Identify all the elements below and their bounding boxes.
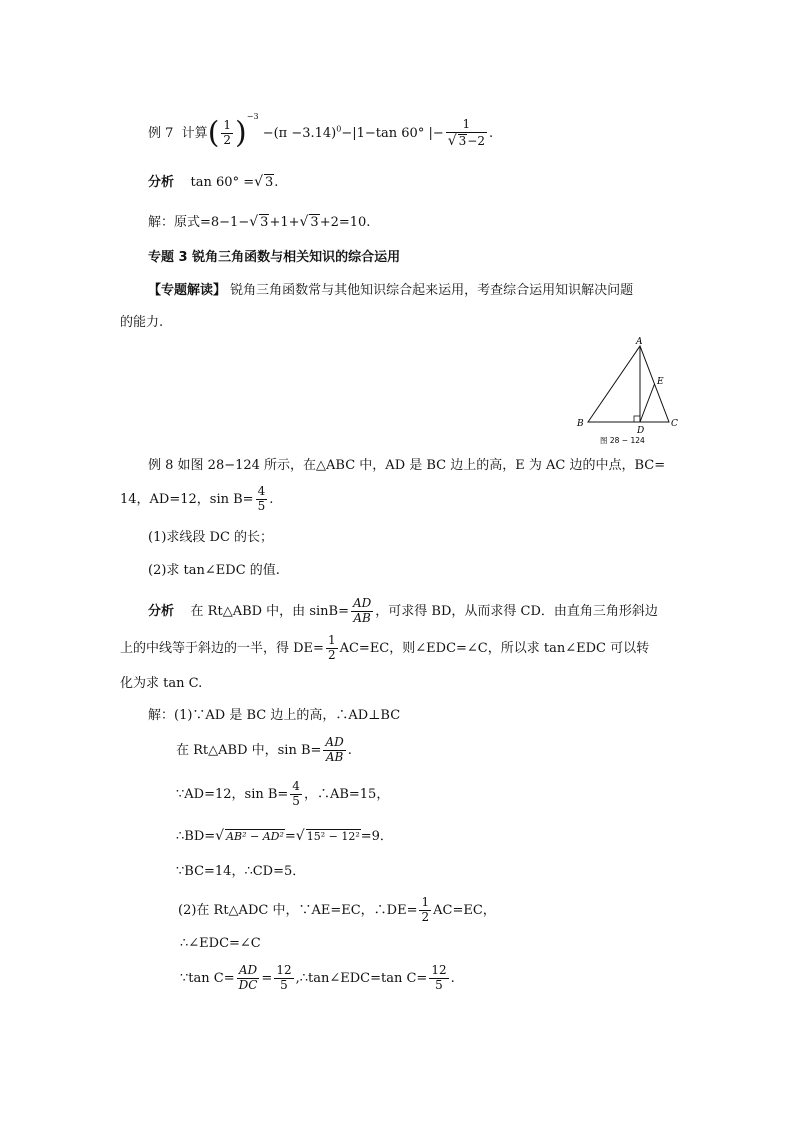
label-e: E	[657, 377, 664, 387]
topic-interpretation: 【专题解读】 锐角三角函数常与其他知识综合起来运用，考查综合运用知识解决问题	[148, 283, 634, 298]
analysis-8-line2: 上的中线等于斜边的一半，得 DE= $\frac{1}{2}$ AC=EC，则∠EDC=∠C，所以求 tan∠EDC 可以转	[120, 633, 650, 662]
example-8-line1: 例 8 如图 28−124 所示，在△ABC 中，AD 是 BC 边上的高，E 为 AC 边的中点，BC=	[148, 458, 666, 473]
topic-interpretation-cont: 的能力.	[120, 315, 164, 330]
solution-7: 解：原式=8−1−√ 3+1+√ 3+2=10.	[148, 214, 371, 230]
solution-8-line3: ∵AD=12，sin B= $\frac{4}{5}$ ，∴AB=15，	[176, 779, 390, 808]
label-b: B	[577, 419, 584, 429]
label-d: D	[637, 426, 645, 436]
topic-3-title: 专题 3 锐角三角函数与相关知识的综合运用	[148, 250, 401, 265]
question-1: (1)求线段 DC 的长；	[148, 530, 274, 545]
analysis-8-label: 分析	[148, 603, 175, 619]
expr-part1: −(π −3.14)	[262, 126, 337, 141]
right-angle-mark	[634, 416, 640, 422]
left-paren: (	[207, 115, 220, 151]
expr-part2: −|1−tan 60° |−	[341, 126, 444, 141]
median-de	[640, 384, 655, 422]
example-7-line: 例 7 计算( $\frac{1}{2}$ )$^{-3} -(\pi -3.14)^0-|1-\tan$ 60° |− $\frac{1}{√ 3-2}$ .	[148, 112, 494, 151]
half-fraction: $\frac{1}{2}$	[223, 118, 232, 147]
analysis-7: 分析 tan 60° =√ 3.	[148, 174, 279, 190]
sinb-fraction: $\frac{4}{5}$	[257, 484, 266, 513]
example-7-label: 例 7	[148, 126, 174, 141]
solution-8-line1: 解：(1)∵AD 是 BC 边上的高，∴AD⊥BC	[148, 708, 401, 723]
right-paren: )	[235, 115, 247, 151]
figure-caption: 图 28 − 124	[600, 436, 645, 444]
label-a: A	[636, 337, 643, 347]
interpretation-label: 【专题解读】	[148, 283, 227, 298]
half-fraction-2: $\frac{1}{2}$	[327, 633, 336, 662]
zero-exponent: 0	[336, 124, 342, 134]
ad-ab-fraction: $\frac{AD}{AB}$	[352, 596, 372, 625]
label-c: C	[671, 419, 678, 429]
triangle-figure	[572, 334, 682, 444]
solution-8-line6: (2)在 Rt△ADC 中，∵AE=EC，∴DE= $\frac{1}{2}$ AC=EC，	[178, 895, 496, 924]
exponent: −3	[246, 112, 259, 121]
analysis-8-line1: 分析 在 Rt△ABD 中，由 sinB= $\frac{AD}{AB}$ ，可求得 BD，从而求得 CD．由直角三角形斜边	[148, 596, 658, 625]
calc-word: 计算	[181, 126, 208, 141]
example-8-line2: 14，AD=12，sin B= $\frac{4}{5}$ .	[120, 484, 274, 513]
solution-8-line2: 在 Rt△ABD 中，sin B= $\frac{AD}{AB}$ .	[176, 735, 352, 764]
question-2: (2)求 tan∠EDC 的值.	[148, 563, 280, 578]
analysis-8-line3: 化为求 tan C.	[120, 676, 203, 691]
solution-8-line4: ∴BD=√ AB² − AD²=√ 15² − 12²=9．	[176, 828, 393, 844]
analysis-label: 分析	[148, 175, 175, 190]
solution-8-line8: ∵tan C= $\frac{AD}{DC}$ = $\frac{12}{5}$ ,∴tan∠EDC=tan C= $\frac{12}{5}$ .	[180, 963, 455, 992]
solution-8-line7: ∴∠EDC=∠C	[180, 936, 261, 951]
last-fraction: $\frac{1}{√ 3-2}$	[447, 117, 485, 149]
solution-8-line5: ∵BC=14，∴CD=5．	[176, 864, 306, 879]
